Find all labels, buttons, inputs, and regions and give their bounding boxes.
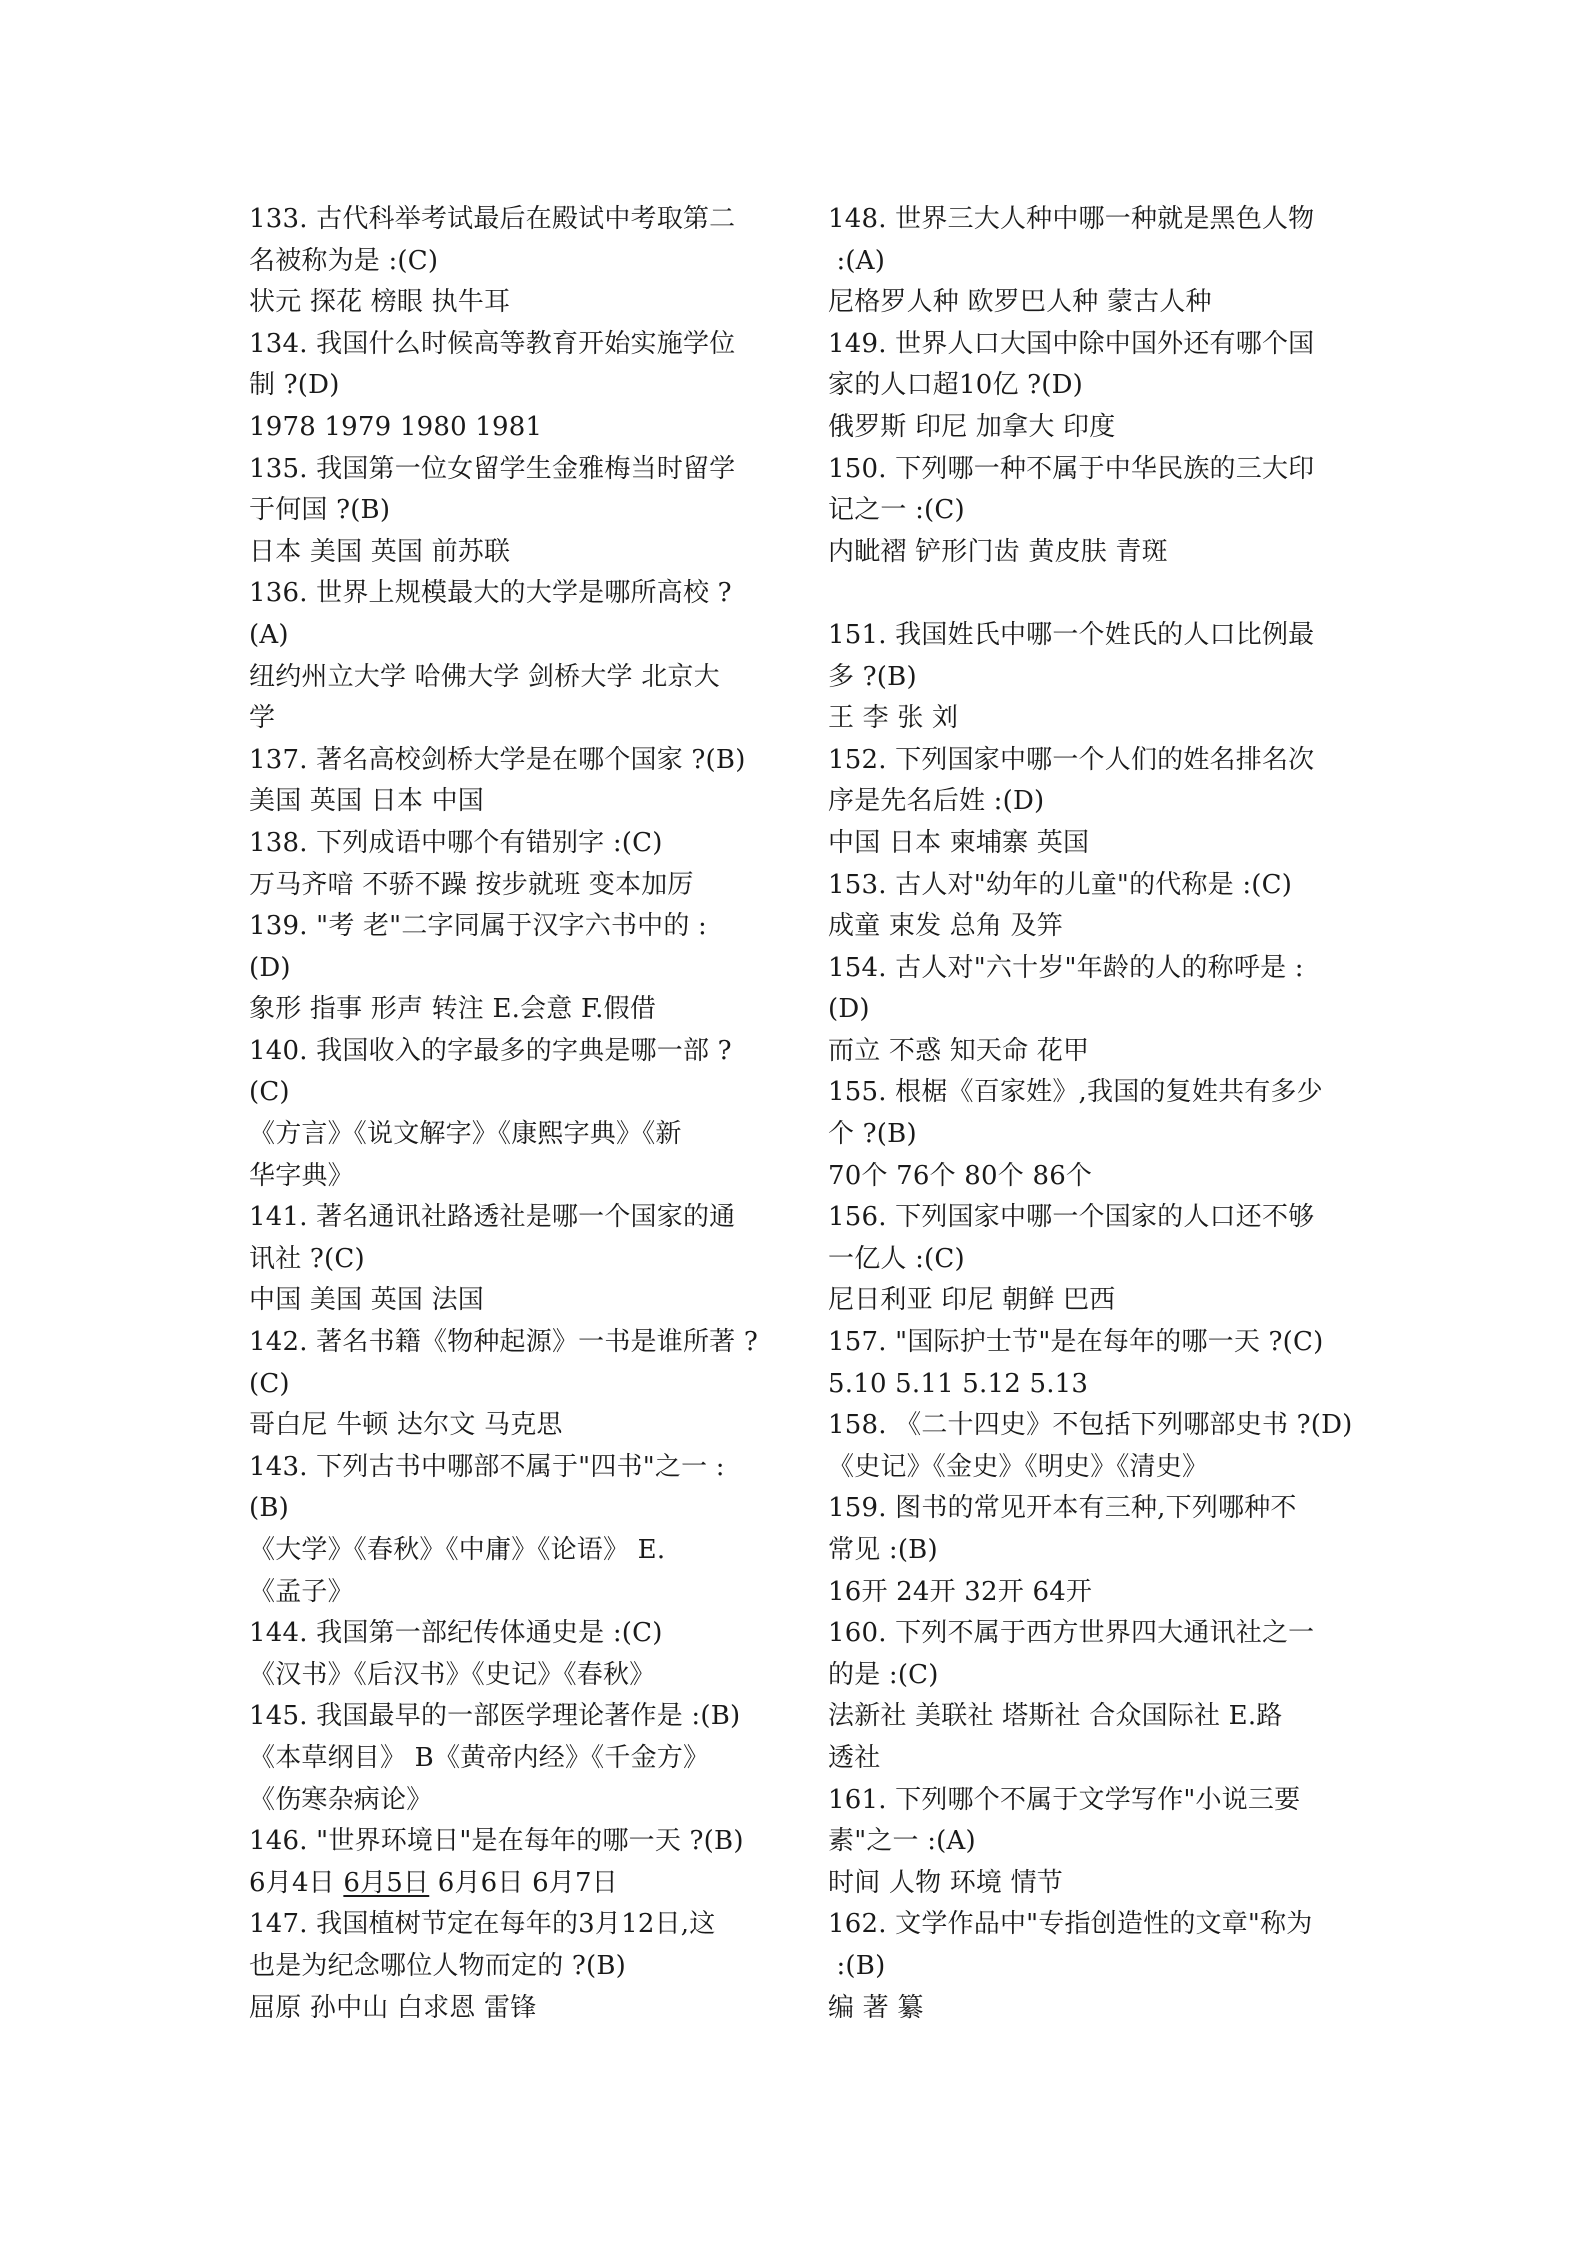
text-line: 尼格罗人种 欧罗巴人种 蒙古人种 bbox=[828, 287, 1212, 318]
text-line-underlined-answer bbox=[249, 1863, 809, 1905]
right-column bbox=[828, 199, 1388, 2029]
text-line: 152. 下列国家中哪一个人们的姓名排名次 bbox=[828, 744, 1315, 775]
text-line: 内眦褶 铲形门齿 黄皮肤 青斑 bbox=[828, 536, 1168, 567]
text-line: 常见 :(B) bbox=[828, 1535, 938, 1565]
text-line: 《伤寒杂病论》 bbox=[249, 1784, 433, 1815]
text-line: 编 著 纂 bbox=[828, 1992, 924, 2023]
text-line: 150. 下列哪一种不属于中华民族的三大印 bbox=[828, 453, 1315, 484]
text-line: 149. 世界人口大国中除中国外还有哪个国 bbox=[828, 328, 1315, 359]
text-line: 中国 日本 柬埔寨 英国 bbox=[828, 827, 1090, 858]
text-line: (D) bbox=[249, 952, 291, 983]
text-line: 159. 图书的常见开本有三种,下列哪种不 bbox=[828, 1493, 1297, 1524]
text-line: 的是 :(C) bbox=[828, 1659, 939, 1690]
text-line: 148. 世界三大人种中哪一种就是黑色人物 bbox=[828, 204, 1315, 234]
text-line: 状元 探花 榜眼 执牛耳 bbox=[249, 287, 511, 318]
text-line: 尼日利亚 印尼 朝鲜 巴西 bbox=[828, 1285, 1116, 1316]
text-line: 134. 我国什么时候高等教育开始实施学位 bbox=[249, 328, 736, 359]
text-line: 140. 我国收入的字最多的字典是哪一部 ? bbox=[249, 1035, 732, 1066]
text-line: 而立 不惑 知天命 花甲 bbox=[828, 1035, 1090, 1066]
text-line: 家的人口超10亿 ?(D) bbox=[828, 370, 1084, 401]
text-line: 1978 1979 1980 1981 bbox=[249, 411, 543, 442]
text-line: 名被称为是 :(C) bbox=[249, 245, 439, 276]
text-line: 制 ?(D) bbox=[249, 370, 340, 401]
text-line: 序是先名后姓 :(D) bbox=[828, 786, 1045, 817]
text-line: 《方言》《说文解字》《康熙字典》《新 bbox=[249, 1119, 682, 1150]
text-line: 多 ?(B) bbox=[828, 661, 917, 692]
text-line: 161. 下列哪个不属于文学写作"小说三要 bbox=[828, 1784, 1301, 1815]
text-line: 中国 美国 英国 法国 bbox=[249, 1285, 484, 1316]
text-line: 135. 我国第一位女留学生金雅梅当时留学 bbox=[249, 453, 736, 484]
text-line: 学 bbox=[249, 703, 276, 734]
text-line: 象形 指事 形声 转注 E.会意 F.假借 bbox=[249, 994, 657, 1025]
text-line: :(B) bbox=[828, 1950, 886, 1981]
text-line: 日本 美国 英国 前苏联 bbox=[249, 536, 511, 567]
text-line: 143. 下列古书中哪部不属于"四书"之一 : bbox=[249, 1451, 725, 1482]
text-line: 《史记》《金史》《明史》《清史》 bbox=[828, 1451, 1209, 1482]
text-line: 屈原 孙中山 白求恩 雷锋 bbox=[249, 1992, 537, 2023]
text-line: 158. 《二十四史》不包括下列哪部史书 ?(D) bbox=[828, 1410, 1353, 1441]
text-line: :(A) bbox=[828, 245, 886, 276]
text-line: 154. 古人对"六十岁"年龄的人的称呼是 : bbox=[828, 952, 1304, 983]
text-line: 133. 古代科举考试最后在殿试中考取第二 bbox=[249, 204, 736, 234]
text-line: 142. 著名书籍《物种起源》一书是谁所著 ? bbox=[249, 1327, 758, 1358]
text-line: 素"之一 :(A) bbox=[828, 1826, 976, 1857]
text-line: (D) bbox=[828, 994, 870, 1025]
text-line: 153. 古人对"幼年的儿童"的代称是 :(C) bbox=[828, 869, 1293, 900]
text-line: 王 李 张 刘 bbox=[828, 703, 959, 734]
text-line: 156. 下列国家中哪一个国家的人口还不够 bbox=[828, 1202, 1315, 1233]
text-line: 一亿人 :(C) bbox=[828, 1243, 965, 1274]
text-line: 138. 下列成语中哪个有错别字 :(C) bbox=[249, 827, 663, 858]
option-text: 6月6日 6月7日 bbox=[437, 1867, 618, 1898]
text-line: 也是为纪念哪位人物而定的 ?(B) bbox=[249, 1950, 626, 1981]
text-line: 透社 bbox=[828, 1742, 881, 1773]
text-line: 纽约州立大学 哈佛大学 剑桥大学 北京大 bbox=[249, 661, 720, 692]
text-line: 145. 我国最早的一部医学理论著作是 :(B) bbox=[249, 1701, 741, 1732]
text-line: 成童 束发 总角 及笄 bbox=[828, 911, 1063, 942]
text-line: (A) bbox=[249, 619, 289, 650]
text-line: 157. "国际护士节"是在每年的哪一天 ?(C) bbox=[828, 1327, 1324, 1358]
text-line: 万马齐喑 不骄不躁 按步就班 变本加厉 bbox=[249, 869, 694, 900]
text-line: (B) bbox=[249, 1493, 289, 1524]
text-line: 《大学》《春秋》《中庸》《论语》 E. bbox=[249, 1535, 666, 1565]
text-line: 哥白尼 牛顿 达尔文 马克思 bbox=[249, 1410, 563, 1441]
text-line: 美国 英国 日本 中国 bbox=[249, 786, 484, 817]
underlined-answer: 6月5日 bbox=[343, 1867, 430, 1898]
text-line: 记之一 :(C) bbox=[828, 495, 965, 526]
left-column bbox=[249, 199, 809, 2029]
blank-line bbox=[828, 573, 1388, 615]
text-line: 70个 76个 80个 86个 bbox=[828, 1160, 1093, 1191]
text-line: 139. "考 老"二字同属于汉字六书中的 : bbox=[249, 911, 707, 942]
text-line: 时间 人物 环境 情节 bbox=[828, 1867, 1063, 1898]
text-line: 147. 我国植树节定在每年的3月12日,这 bbox=[249, 1909, 716, 1940]
text-line: (C) bbox=[249, 1368, 290, 1399]
text-line: 162. 文学作品中"专指创造性的文章"称为 bbox=[828, 1909, 1313, 1940]
text-line: 讯社 ?(C) bbox=[249, 1243, 365, 1274]
text-line: 144. 我国第一部纪传体通史是 :(C) bbox=[249, 1618, 663, 1649]
text-line: 155. 根椐《百家姓》,我国的复姓共有多少 bbox=[828, 1077, 1323, 1108]
text-line: 146. "世界环境日"是在每年的哪一天 ?(B) bbox=[249, 1826, 744, 1857]
text-line: 151. 我国姓氏中哪一个姓氏的人口比例最 bbox=[828, 619, 1315, 650]
text-line: 法新社 美联社 塔斯社 合众国际社 E.路 bbox=[828, 1701, 1283, 1732]
text-line: 《汉书》《后汉书》《史记》《春秋》 bbox=[249, 1659, 656, 1690]
text-line: 《孟子》 bbox=[249, 1576, 354, 1607]
text-line: 华字典》 bbox=[249, 1160, 354, 1191]
text-line: 俄罗斯 印尼 加拿大 印度 bbox=[828, 411, 1116, 442]
text-line: 16开 24开 32开 64开 bbox=[828, 1576, 1093, 1607]
text-line: 《本草纲目》 B《黄帝内经》《千金方》 bbox=[249, 1742, 710, 1773]
text-line: (C) bbox=[249, 1077, 290, 1108]
text-line: 于何国 ?(B) bbox=[249, 495, 391, 526]
text-line: 5.10 5.11 5.12 5.13 bbox=[828, 1368, 1089, 1399]
text-line: 136. 世界上规模最大的大学是哪所高校 ? bbox=[249, 578, 732, 609]
text-line: 160. 下列不属于西方世界四大通讯社之一 bbox=[828, 1618, 1315, 1649]
text-line: 个 ?(B) bbox=[828, 1119, 917, 1150]
text-line: 137. 著名高校剑桥大学是在哪个国家 ?(B) bbox=[249, 744, 746, 775]
option-text: 6月4日 bbox=[249, 1867, 335, 1898]
text-line: 141. 著名通讯社路透社是哪一个国家的通 bbox=[249, 1202, 736, 1233]
